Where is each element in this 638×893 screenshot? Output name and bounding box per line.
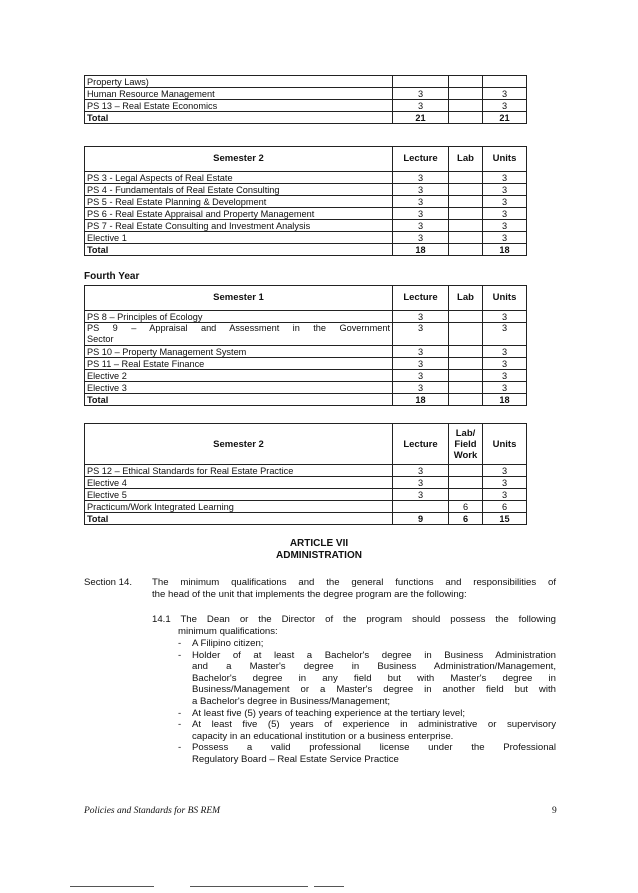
table-row: PS 7 - Real Estate Consulting and Investment Analysis 3 3 [85, 220, 527, 232]
dash-bullet-icon: - [178, 707, 182, 719]
table-row: PS 8 – Principles of Ecology 3 3 [85, 311, 527, 323]
units-header: Units [483, 147, 527, 172]
table-row: Practicum/Work Integrated Learning 6 6 [85, 501, 527, 513]
list-item: - At least five (5) years of experience in administrative or supervisory capacity in an educational institution or a business enterprise. [178, 719, 556, 742]
article-number: ARTICLE VII [289, 538, 349, 549]
scan-edge-line [314, 886, 344, 887]
total-row: Total 18 18 [85, 244, 527, 256]
table-row: Elective 3 3 3 [85, 382, 527, 394]
table-row: Elective 1 3 3 [85, 232, 527, 244]
semester-header: Semester 1 [85, 286, 393, 311]
total-row: Total 9 6 15 [85, 513, 527, 525]
table-row: PS 11 – Real Estate Finance 3 3 [85, 358, 527, 370]
table-row: PS 12 – Ethical Standards for Real Estate Practice 3 3 [85, 465, 527, 477]
lab-header: Lab [449, 147, 483, 172]
list-item: - A Filipino citizen; [178, 638, 264, 649]
footer-title: Policies and Standards for BS REM [84, 806, 221, 816]
table-row: PS 10 – Property Management System 3 3 [85, 346, 527, 358]
page-number: 9 [552, 806, 557, 816]
table-row: PS 9 – Appraisal and Assessment in the Government Sector 3 3 [85, 323, 527, 346]
section-label: Section 14. [84, 577, 133, 588]
list-item: - Possess a valid professional license under the Professional Regulatory Board – Real Estate Service Practice [178, 742, 556, 765]
subject-cell: PS 13 – Real Estate Economics [85, 100, 393, 112]
subsection-text-line: 14.1 The Dean or the Director of the program should possess the following [152, 614, 556, 625]
third-year-semester2-table [84, 146, 527, 256]
total-row: Total 21 21 [85, 112, 527, 124]
table-header-row [85, 286, 527, 311]
scan-edge-line [70, 886, 154, 887]
fourth-year-semester1-table [84, 285, 527, 406]
lecture-header: Lecture [393, 147, 449, 172]
semester-header: Semester 2 [85, 424, 393, 465]
units-header: Units [483, 286, 527, 311]
article-title: ADMINISTRATION [276, 550, 362, 561]
dash-bullet-icon: - [178, 719, 182, 731]
semester-header: Semester 2 [85, 147, 393, 172]
table-row: Elective 2 3 3 [85, 370, 527, 382]
table-row: Human Resource Management 3 3 [85, 88, 527, 100]
table-row: PS 4 - Fundamentals of Real Estate Consulting 3 3 [85, 184, 527, 196]
subsection-text-line: minimum qualifications: [178, 626, 278, 637]
third-year-semester1-table-continued [84, 75, 527, 124]
table-row: PS 3 - Legal Aspects of Real Estate 3 3 [85, 172, 527, 184]
table-row [85, 76, 527, 88]
lab-header: Lab [449, 286, 483, 311]
scan-edge-line [190, 886, 308, 887]
list-item: - Holder of at least a Bachelor's degree in Business Administration and a Master's degree in Business Administration/Management, Bachelor's degree in any field but with Master's degree in Business/Management or a Master's degree in another field but with a Bachelor's degree in Business/Management; [178, 649, 556, 707]
subject-cell: Human Resource Management [85, 88, 393, 100]
units-header: Units [483, 424, 527, 465]
section-text-line: the head of the unit that implements the degree program are the following: [152, 589, 467, 600]
lecture-header: Lecture [393, 286, 449, 311]
table-row: PS 13 – Real Estate Economics 3 3 [85, 100, 527, 112]
dash-bullet-icon: - [178, 649, 182, 661]
dash-bullet-icon: - [178, 742, 182, 754]
lecture-header: Lecture [393, 424, 449, 465]
subject-cell: Property Laws) [85, 76, 393, 88]
fourth-year-heading: Fourth Year [84, 271, 140, 282]
table-row: Elective 4 3 3 [85, 477, 527, 489]
dash-bullet-icon: - [178, 638, 182, 649]
table-header-row [85, 147, 527, 172]
table-row: Elective 5 3 3 [85, 489, 527, 501]
table-row: PS 6 - Real Estate Appraisal and Property Management 3 3 [85, 208, 527, 220]
total-row: Total 18 18 [85, 394, 527, 406]
fourth-year-semester2-table [84, 423, 527, 525]
section-text-line: The minimum qualifications and the general functions and responsibilities of [152, 577, 556, 588]
lab-field-work-header: Lab/ Field Work [449, 424, 483, 465]
table-header-row [85, 424, 527, 465]
table-row: PS 5 - Real Estate Planning & Development 3 3 [85, 196, 527, 208]
list-item: - At least five (5) years of teaching experience at the tertiary level; [178, 707, 466, 719]
qualification-list [178, 638, 556, 766]
